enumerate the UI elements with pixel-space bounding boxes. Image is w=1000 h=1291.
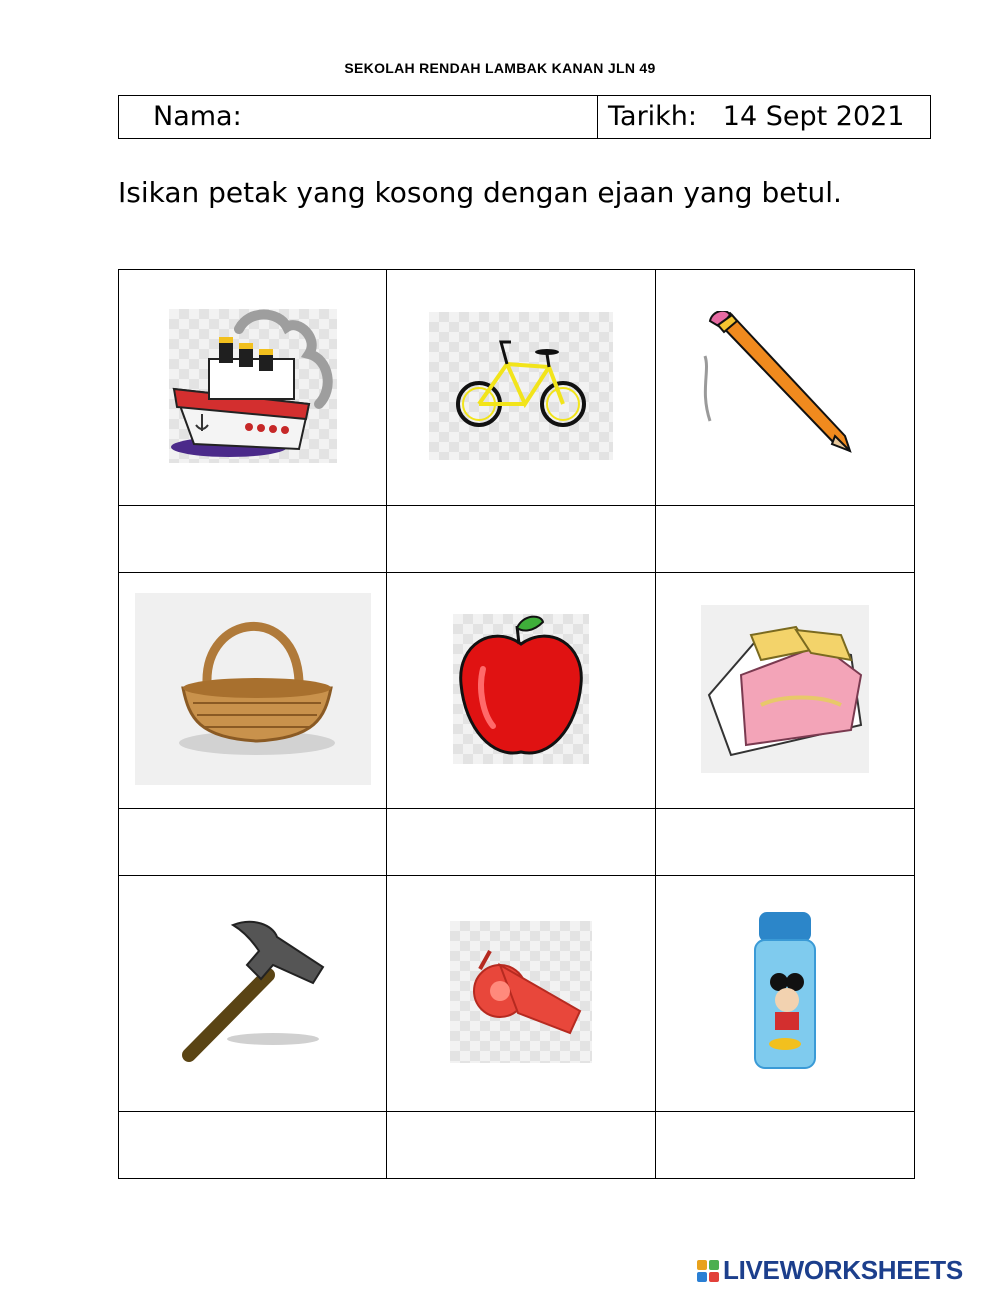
pencil-icon xyxy=(700,311,870,461)
water-bottle-icon xyxy=(749,912,821,1072)
hammer-icon xyxy=(173,917,333,1067)
answer-input-bicycle[interactable] xyxy=(387,506,658,572)
picture-cell xyxy=(655,876,914,1112)
date-field xyxy=(598,96,930,138)
answer-input-pencil[interactable] xyxy=(656,506,918,572)
picture-row xyxy=(119,270,915,506)
answer-cell xyxy=(655,1112,914,1179)
bed-icon xyxy=(701,605,869,773)
answer-input-whistle[interactable] xyxy=(387,1112,658,1178)
answer-cell xyxy=(655,506,914,573)
worksheet-grid xyxy=(118,269,915,1179)
picture-cell xyxy=(119,270,387,506)
liveworksheets-logo xyxy=(697,1255,963,1286)
ship-icon xyxy=(169,309,337,463)
picture-cell xyxy=(387,270,655,506)
answer-row xyxy=(119,1112,915,1179)
name-field[interactable] xyxy=(119,96,598,138)
instruction-text: Isikan petak yang kosong dengan ejaan yang betul. xyxy=(118,176,842,209)
logo-mark-icon xyxy=(697,1260,719,1282)
answer-cell xyxy=(655,809,914,876)
answer-input-bed[interactable] xyxy=(656,809,918,875)
picture-cell xyxy=(119,876,387,1112)
answer-input-basket[interactable] xyxy=(119,809,390,875)
answer-cell xyxy=(119,506,387,573)
picture-cell xyxy=(119,573,387,809)
date-label: Tarikh: xyxy=(608,101,698,132)
answer-cell xyxy=(387,1112,655,1179)
answer-cell xyxy=(387,506,655,573)
name-label: Nama: xyxy=(153,101,242,132)
school-name: SEKOLAH RENDAH LAMBAK KANAN JLN 49 xyxy=(344,60,656,76)
picture-cell xyxy=(655,270,914,506)
picture-cell xyxy=(387,876,655,1112)
picture-cell xyxy=(387,573,655,809)
logo-text: LIVEWORKSHEETS xyxy=(723,1255,963,1285)
whistle-icon xyxy=(450,921,592,1063)
picture-row xyxy=(119,876,915,1112)
student-info-box xyxy=(118,95,931,139)
basket-icon xyxy=(135,593,371,785)
answer-cell xyxy=(119,1112,387,1179)
answer-cell xyxy=(387,809,655,876)
apple-icon xyxy=(453,614,589,764)
answer-cell xyxy=(119,809,387,876)
picture-cell xyxy=(655,573,914,809)
answer-input-bottle[interactable] xyxy=(656,1112,918,1178)
date-value: 14 Sept 2021 xyxy=(722,101,905,132)
picture-row xyxy=(119,573,915,809)
answer-row xyxy=(119,506,915,573)
bicycle-icon xyxy=(429,312,613,460)
answer-row xyxy=(119,809,915,876)
answer-input-ship[interactable] xyxy=(119,506,390,572)
answer-input-hammer[interactable] xyxy=(119,1112,390,1178)
answer-input-apple[interactable] xyxy=(387,809,658,875)
